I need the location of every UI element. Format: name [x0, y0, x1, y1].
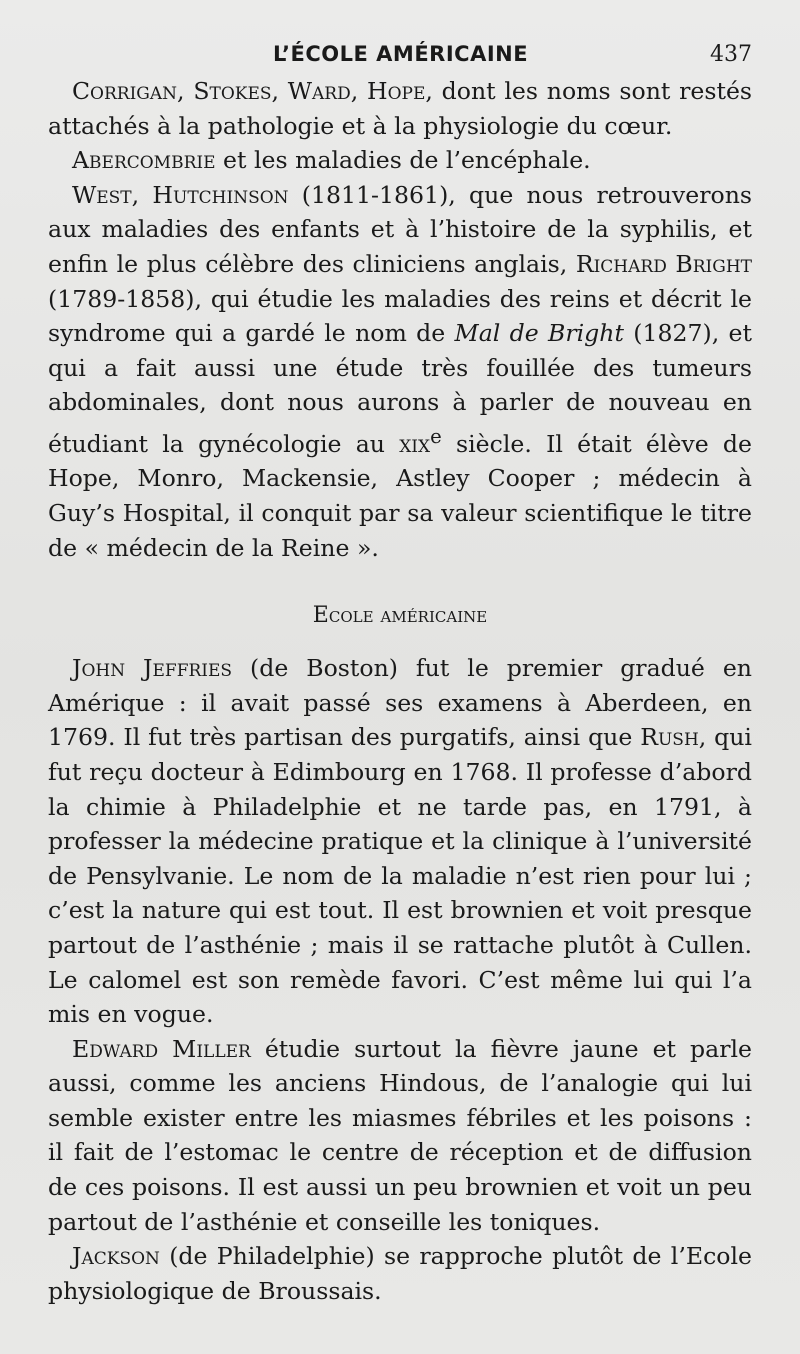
paragraph-bright [48, 178, 752, 565]
separator: , [271, 77, 288, 105]
paragraph-cardiology [48, 74, 752, 143]
separator: , [350, 77, 368, 105]
paragraph-text: étudie surtout la fièvre jaune et parle aussi, comme les anciens Hindous, de l’analogie qui lui semble exister entre les miasmes fébriles et les poisons : il fait de l’estomac le centre de réception et de diffusion de ces poisons. Il est aussi un peu brownien et voit un peu partout de l’asthénie et conseille les toniques. [48, 1034, 752, 1236]
paragraph-jeffries [48, 651, 752, 1032]
paragraph-text: et les maladies de l’encéphale. [215, 146, 591, 175]
paragraph-text: , qui fut reçu docteur à Edimbourg en 1768. Il professe d’abord la chimie à Philadelphie et ne tarde pas, en 1791, à professer la médecine pratique et la clinique à l’université de Pensylvanie. Le nom de la maladie n’est rien pour lui ; c’est la nature qui est tout. Il est brownien et voit presque partout de l’asthénie ; mais il se rattache plutôt à Cullen. Le calomel est son remède favori. C’est même lui qui l’a mis en vogue. [48, 723, 752, 1029]
body-text [48, 74, 752, 1308]
page-header [48, 34, 752, 74]
paragraph-text: (de Boston) fut le premier gradué en Amérique : il avait passé ses examens à Aberdeen, en 1769. Il fut très partisan des purgatifs, ainsi que [48, 654, 753, 752]
century-numeral: xix [399, 429, 431, 458]
century-superscript: e [430, 424, 442, 448]
person-name: Abercombrie [72, 146, 216, 175]
paragraph-text: siècle. Il était élève de Hope, Monro, Mackensie, Astley Cooper ; médecin à Guy’s Hospital, il conquit par sa valeur scientifique le titre de « médecin de la Reine ». [48, 429, 752, 562]
page-number: 437 [710, 42, 752, 67]
paragraph-text: (1827), et qui a fait aussi une étude très fouillée des tumeurs abdominales, dont nous aurons à parler de nouveau en étudiant la gynécologie au [48, 319, 752, 458]
person-name: Jackson [72, 1242, 160, 1271]
paragraph-jackson [48, 1239, 752, 1308]
paragraph-text: (1789-1858), qui étudie les maladies des reins et décrit le syndrome qui a gardé le nom de [48, 284, 752, 348]
person-name: John Jeffries [72, 654, 233, 683]
person-name: Edward Miller [72, 1034, 251, 1063]
italic-term: Mal de Bright [454, 319, 624, 348]
paragraph-text: (de Philadelphie) se rapproche plutôt de l’Ecole physiologique de Broussais. [48, 1242, 752, 1305]
paragraph-encephalon [48, 143, 752, 178]
person-name: Richard Bright [575, 249, 752, 278]
person-name: Corrigan [72, 77, 178, 105]
person-name: Hope [367, 77, 426, 105]
paragraph-text: , dont les noms sont restés attachés à la pathologie et à la physiologie du cœur. [48, 77, 753, 140]
running-head: L’ÉCOLE AMÉRICAINE [273, 42, 529, 66]
separator: , [177, 77, 194, 105]
paragraph-miller [48, 1032, 752, 1240]
person-name: Hutchinson [152, 180, 289, 209]
person-name: Stokes [193, 77, 272, 105]
paragraph-text: (1811-1861), que nous retrouverons aux maladies des enfants et à l’histoire de la syphilis, et enfin le plus célèbre des cliniciens anglais, [48, 180, 752, 278]
separator: , [131, 180, 153, 209]
section-heading: Ecole américaine [312, 603, 488, 629]
person-name: Ward [287, 77, 351, 105]
person-name: West [72, 180, 132, 209]
person-name: Rush [640, 723, 699, 752]
